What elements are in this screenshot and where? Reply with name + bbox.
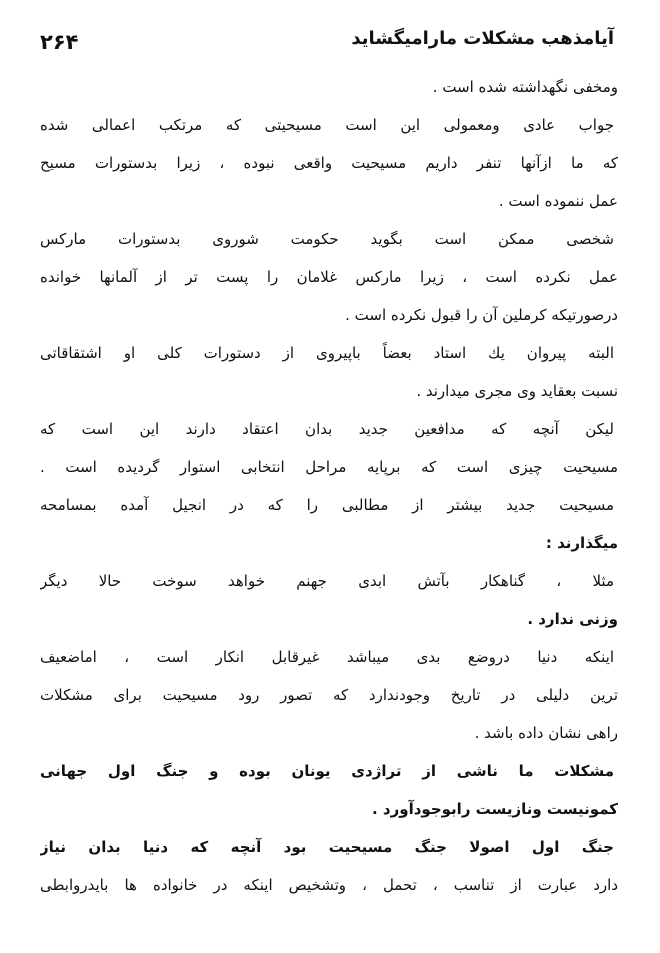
body-text [40, 68, 618, 904]
text-line: شخصی ممکن است بگوید حکومت شوروی بدستورات مارکس [40, 230, 614, 248]
text-line: عمل ننموده است . [498, 192, 618, 210]
text-line: میگذارند : [545, 534, 618, 552]
text-line: مشکلات ما ناشی از تراژدی یونان بوده و جنگ اول جهانی [40, 762, 614, 780]
text-line: مسیحیت جدید بیشتر از مطالبی را که در انجیل آمده بمسامحه [40, 496, 614, 514]
page-header [40, 24, 614, 64]
text-line: ومخفی نگهداشته شده است . [432, 78, 618, 96]
text-line: اینکه دنیا دروضع بدی میباشد غیرقابل انکار است ، اماضعیف [40, 648, 614, 666]
page-number: ۲۶۴ [40, 30, 79, 54]
text-line: البته پیروان یك استاد بعضاً باپیروی از دستورات کلی او اشتقاقاتی [40, 344, 614, 362]
text-line: مسیحیت چیزی است که برپایه مراحل انتخابی استوار گردیده است . [40, 458, 618, 476]
text-line: که ما ازآنها تنفر داریم مسیحیت واقعی نبوده ، زیرا بدستورات مسیح [40, 154, 618, 172]
text-line: کمونیست ونازیست رابوجودآورد . [372, 800, 618, 818]
text-line: ترین دلیلی در تاریخ وجودندارد که تصور رود مسیحیت برای مشکلات [40, 686, 618, 704]
text-line: جنگ اول اصولا جنگ مسیحیت بود آنچه که دنیا بدان نیاز [40, 838, 614, 856]
text-line: عمل نکرده است ، زیرا مارکس غلامان را پست تر از آلمانها خوانده [40, 268, 618, 286]
text-line: لیکن آنچه که مدافعین جدید بدان اعتقاد دارند این است که [40, 420, 614, 438]
text-line: نسبت بعقاید وی مجری میدارند . [416, 382, 618, 400]
text-line: جواب عادی ومعمولی این است مسیحیتی که مرتکب اعمالی شده [40, 116, 614, 134]
text-line: وزنی ندارد . [527, 610, 618, 628]
text-line: دارد عبارت از تناسب ، تحمل ، وتشخیص اینکه در خانواده ها بایدروابطی [40, 876, 618, 894]
running-title: آیامذهب مشکلات مارامیگشاید [351, 28, 614, 49]
text-line: راهی نشان داده باشد . [474, 724, 618, 742]
text-line: مثلا ، گناهکار بآتش ابدی جهنم خواهد سوخت حالا دیگر [40, 572, 614, 590]
text-line: درصورتیکه کرملین آن را قبول نکرده است . [345, 306, 618, 324]
